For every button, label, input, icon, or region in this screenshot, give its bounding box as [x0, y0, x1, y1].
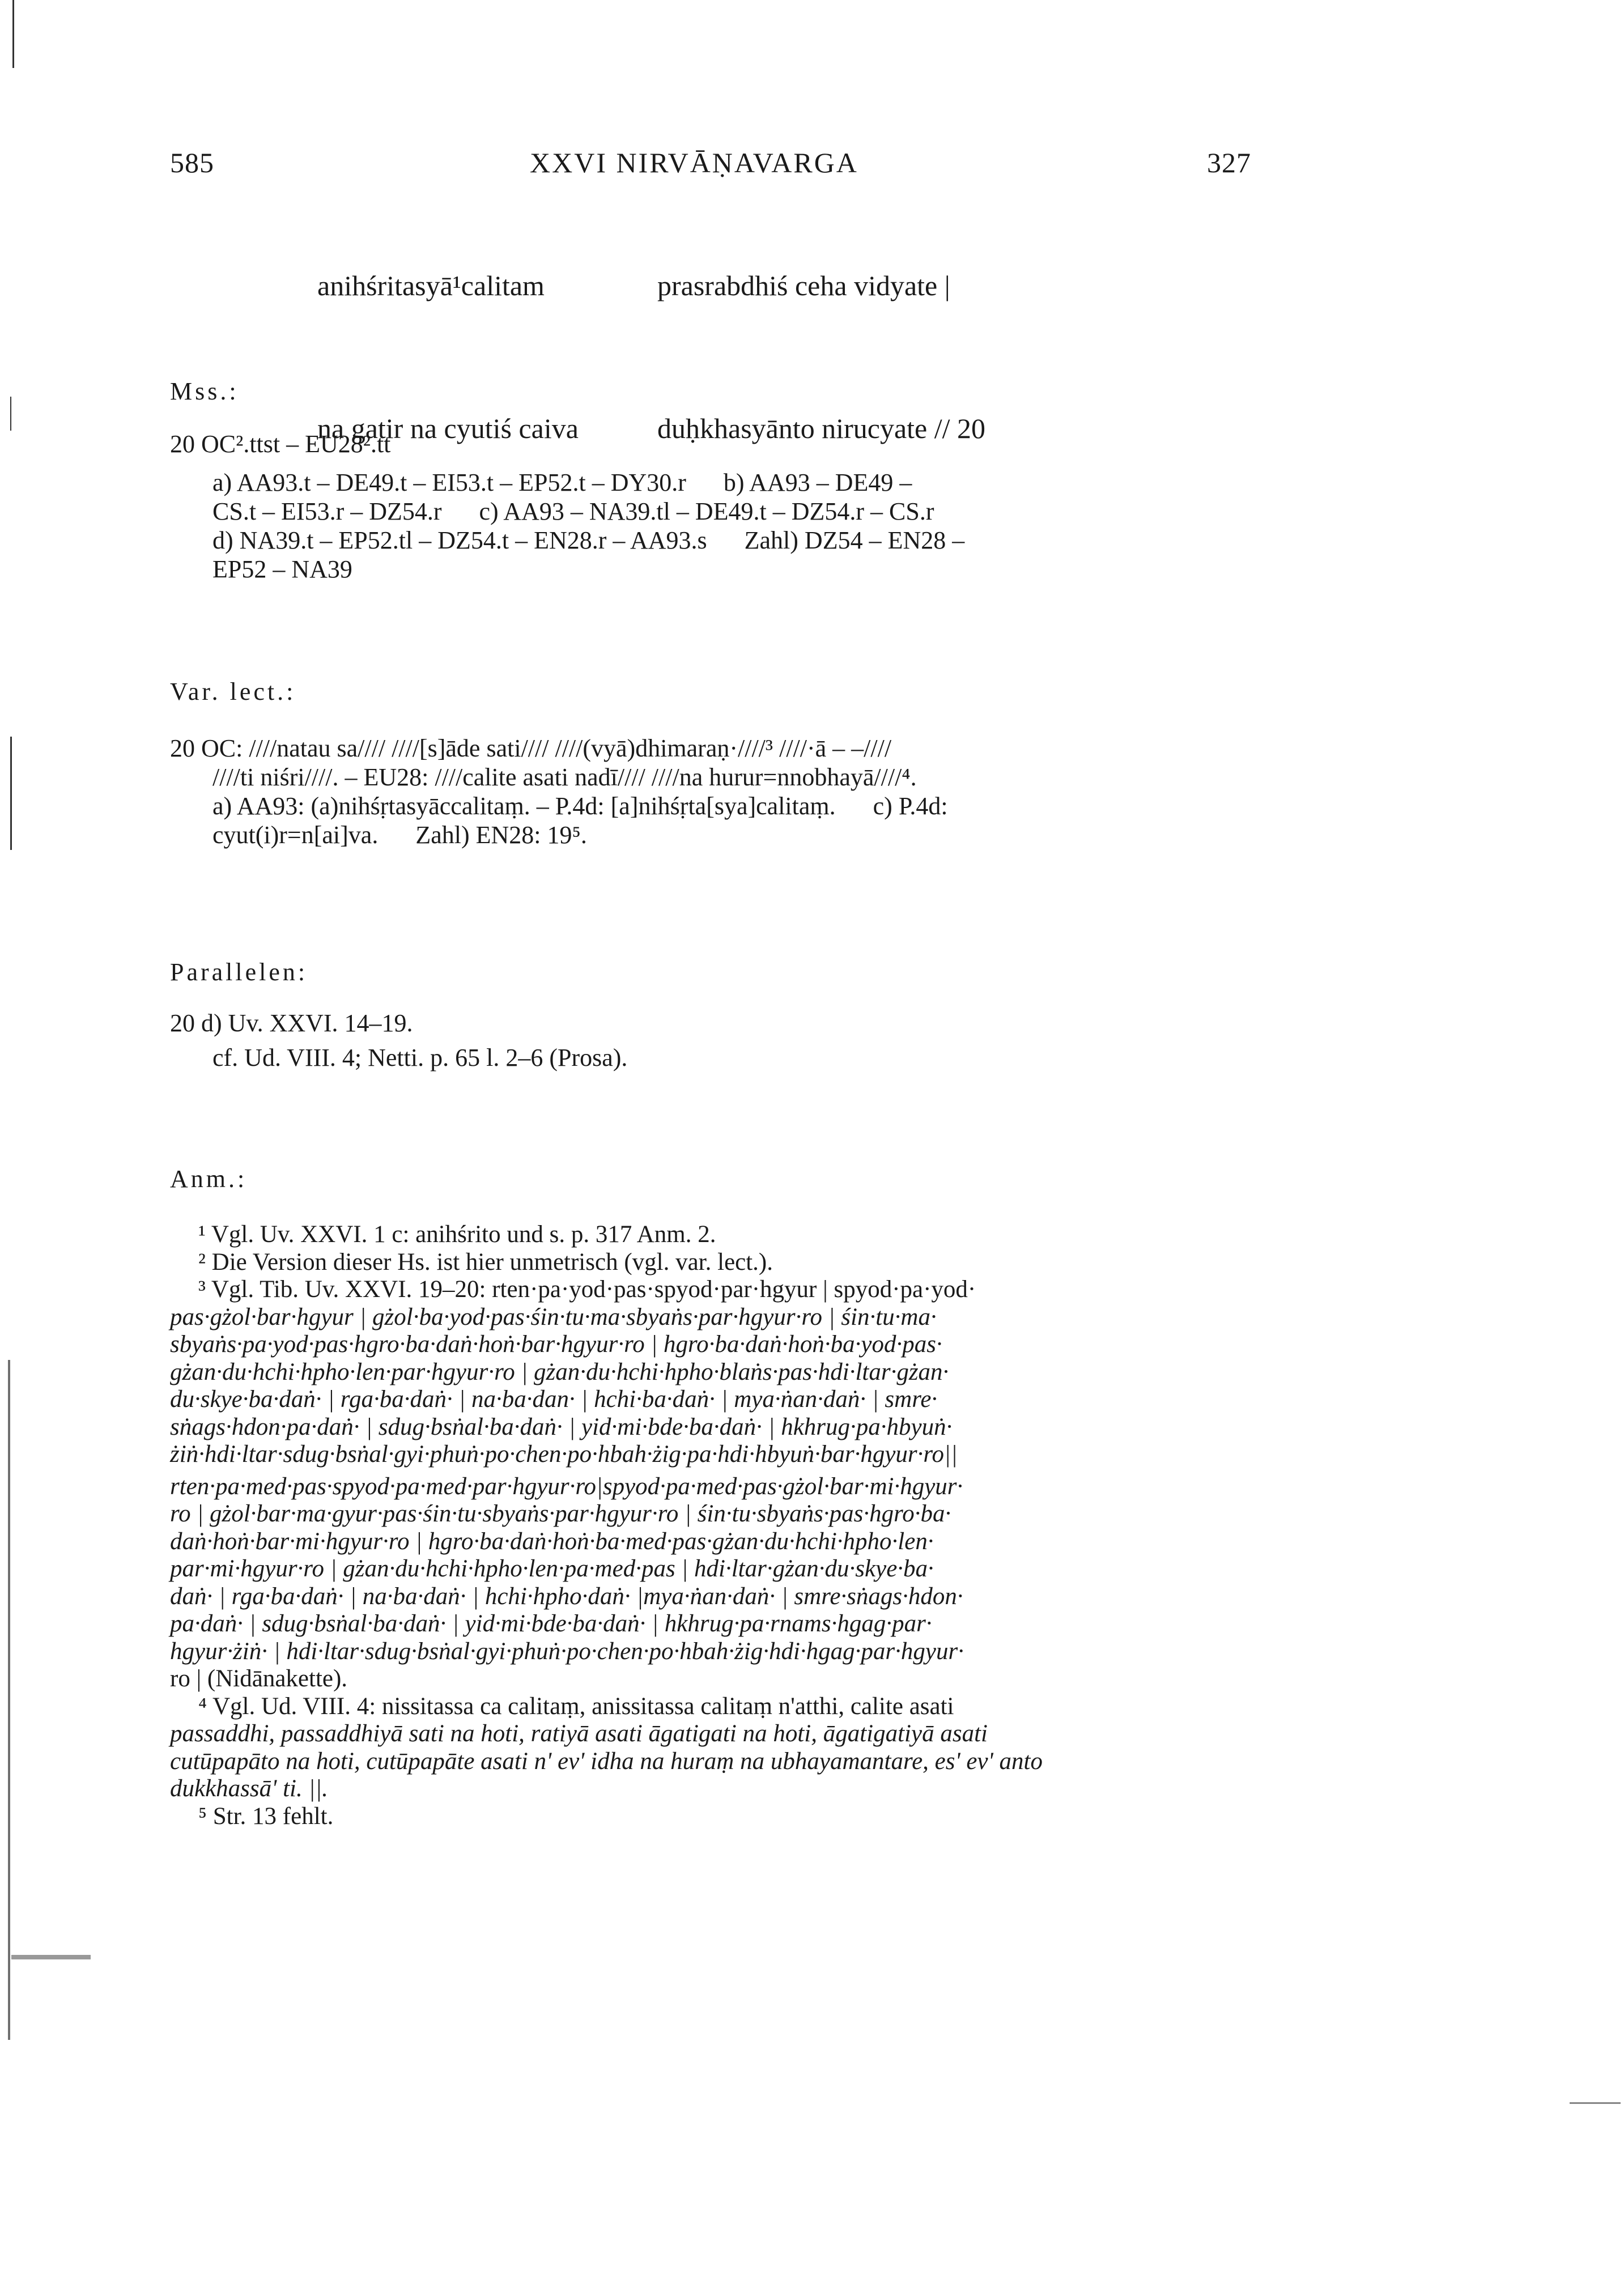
footnote-3-line: ro | (Nidānakette).: [170, 1665, 348, 1692]
footnote-1: ¹ Vgl. Uv. XXVI. 1 c: anihśrito und s. p. 317 Anm. 2.: [198, 1221, 716, 1248]
footnote-2: ² Die Version dieser Hs. ist hier unmetrisch (vgl. var. lect.).: [198, 1248, 773, 1275]
parallelen-line: cf. Ud. VIII. 4; Netti. p. 65 l. 2–6 (Prosa).: [212, 1044, 628, 1072]
mss-line: 20 OC².ttst – EU28².tt: [170, 430, 391, 458]
footnote-3-line: pa·daṅ· | sdug·bsṅal·ba·daṅ· | yid·mi·bde·ba·daṅ· | hkhrug·pa·rnams·hgag·par·: [170, 1610, 932, 1637]
footnote-3-line: gżan·du·hchi·hpho·len·par·hgyur·ro | gżan·du·hchi·hpho·blaṅs·pas·hdi·ltar·gżan·: [170, 1358, 949, 1385]
footnote-3-line: żiṅ·hdi·ltar·sdug·bsṅal·gyi·phuṅ·po·chen·po·hbah·żig·pa·hdi·hbyuṅ·bar·hgyur·ro||: [170, 1441, 958, 1468]
running-title: XXVI NIRVĀṆAVARGA: [530, 147, 858, 178]
mss-line: a) AA93.t – DE49.t – EI53.t – EP52.t – DY30.r b) AA93 – DE49 –: [212, 469, 912, 496]
scan-edge-mark: [10, 737, 12, 850]
varlect-line: a) AA93: (a)nihśṛtasyāccalitaṃ. – P.4d: [a]nihśṛta[sya]calitaṃ. c) P.4d:: [212, 792, 948, 820]
varlect-heading: Var. lect.:: [170, 678, 296, 705]
footnote-4-line: dukkhassā' ti. ||.: [170, 1775, 328, 1802]
footnote-3-line: sbyaṅs·pa·yod·pas·hgro·ba·daṅ·hoṅ·bar·hgyur·ro | hgro·ba·daṅ·hoṅ·ba·yod·pas·: [170, 1331, 942, 1358]
footnote-3: ³ Vgl. Tib. Uv. XXVI. 19–20: rten·pa·yod·pas·spyod·par·hgyur | spyod·pa·yod·: [198, 1276, 976, 1303]
verse-pada-d: duḥkhasyānto nirucyate // 20: [657, 413, 986, 444]
varlect-line: cyut(i)r=n[ai]va. Zahl) EN28: 19⁵.: [212, 821, 587, 849]
footnote-3-line: du·skye·ba·daṅ· | rga·ba·daṅ· | na·ba·dan· | hchi·ba·daṅ· | mya·ṅan·daṅ· | smre·: [170, 1386, 938, 1413]
scan-edge-mark: [8, 1360, 10, 2040]
mss-block: [170, 430, 1241, 584]
mss-heading: Mss.:: [170, 377, 239, 405]
footnote-4-line: cutūpapāto na hoti, cutūpapāte asati n' ev' idha na huraṃ na ubhayamantare, es' ev' anto: [170, 1747, 1043, 1775]
page-number-left: 585: [170, 147, 214, 178]
varlect-line: ////ti niśri////. – EU28: ////calite asati nadī//// ////na hurur=nnobhayā////⁴.: [212, 763, 917, 791]
parallelen-line: 20 d) Uv. XXVI. 14–19.: [170, 1009, 413, 1037]
scan-edge-mark: [11, 1955, 91, 1959]
footnote-3-line: ro | gżol·bar·ma·gyur·pas·śin·tu·sbyaṅs·par·hgyur·ro | śin·tu·sbyaṅs·pas·hgro·ba·: [170, 1500, 951, 1527]
footnote-3-line: daṅ· | rga·ba·daṅ· | na·ba·daṅ· | hchi·hpho·daṅ· |mya·ṅan·daṅ· | smre·sṅags·hdon·: [170, 1583, 963, 1610]
page-number-right: 327: [1207, 147, 1251, 178]
footnote-3-line: par·mi·hgyur·ro | gżan·du·hchi·hpho·len·pa·med·pas | hdi·ltar·gżan·du·skye·ba·: [170, 1555, 934, 1582]
verse-line-1: [289, 214, 985, 357]
mss-line: CS.t – EI53.r – DZ54.r c) AA93 – NA39.tl – DE49.t – DZ54.r – CS.r: [212, 498, 934, 525]
footnote-4: ⁴ Vgl. Ud. VIII. 4: nissitassa ca calitaṃ, anissitassa calitaṃ n'atthi, calite asati: [198, 1693, 954, 1720]
verse-pada-c: na gatir na cyutiś caiva: [317, 413, 579, 444]
footnote-3-line: sṅags·hdon·pa·daṅ· | sdug·bsṅal·ba·daṅ· | yid·mi·bde·ba·daṅ· | hkhrug·pa·hbyuṅ·: [170, 1413, 953, 1440]
verse-pada-b: prasrabdhiś ceha vidyate |: [657, 270, 950, 301]
verse-pada-a: anihśritasyā¹calitam: [317, 270, 545, 301]
scan-edge-mark: [1570, 2102, 1621, 2104]
varlect-block: [170, 734, 1241, 849]
anm-heading: Anm.:: [170, 1165, 248, 1193]
footnote-3-line: daṅ·hoṅ·bar·mi·hgyur·ro | hgro·ba·daṅ·hoṅ·ba·med·pas·gżan·du·hchi·hpho·len·: [170, 1528, 934, 1555]
scan-edge-mark: [12, 0, 14, 68]
footnote-5: ⁵ Str. 13 fehlt.: [198, 1802, 334, 1830]
footnote-3-line: hgyur·żiṅ· | hdi·ltar·sdug·bsṅal·gyi·phuṅ·po·chen·po·hbah·żig·hdi·hgag·par·hgyur·: [170, 1638, 964, 1665]
footnote-3-line: rten·pa·med·pas·spyod·pa·med·par·hgyur·ro|spyod·pa·med·pas·gżol·bar·mi·hgyur·: [170, 1473, 963, 1500]
anm-block: [170, 1221, 1247, 1830]
parallelen-heading: Parallelen:: [170, 958, 308, 986]
parallelen-block: [170, 1009, 1241, 1072]
scan-edge-mark: [10, 397, 11, 431]
varlect-line: 20 OC: ////natau sa//// ////[s]āde sati//// ////(vyā)dhimaraṇ·////³ ////·ā – –////: [170, 734, 892, 762]
footnote-4-line: passaddhi, passaddhiyā sati na hoti, ratiyā asati āgatigati na hoti, āgatigatiyā asati: [170, 1720, 988, 1747]
footnote-3-line: pas·gżol·bar·hgyur | gżol·ba·yod·pas·śin·tu·ma·sbyaṅs·par·hgyur·ro | śin·tu·ma·: [170, 1303, 937, 1330]
mss-line: EP52 – NA39: [212, 555, 352, 583]
mss-line: d) NA39.t – EP52.tl – DZ54.t – EN28.r – AA93.s Zahl) DZ54 – EN28 –: [212, 526, 965, 554]
